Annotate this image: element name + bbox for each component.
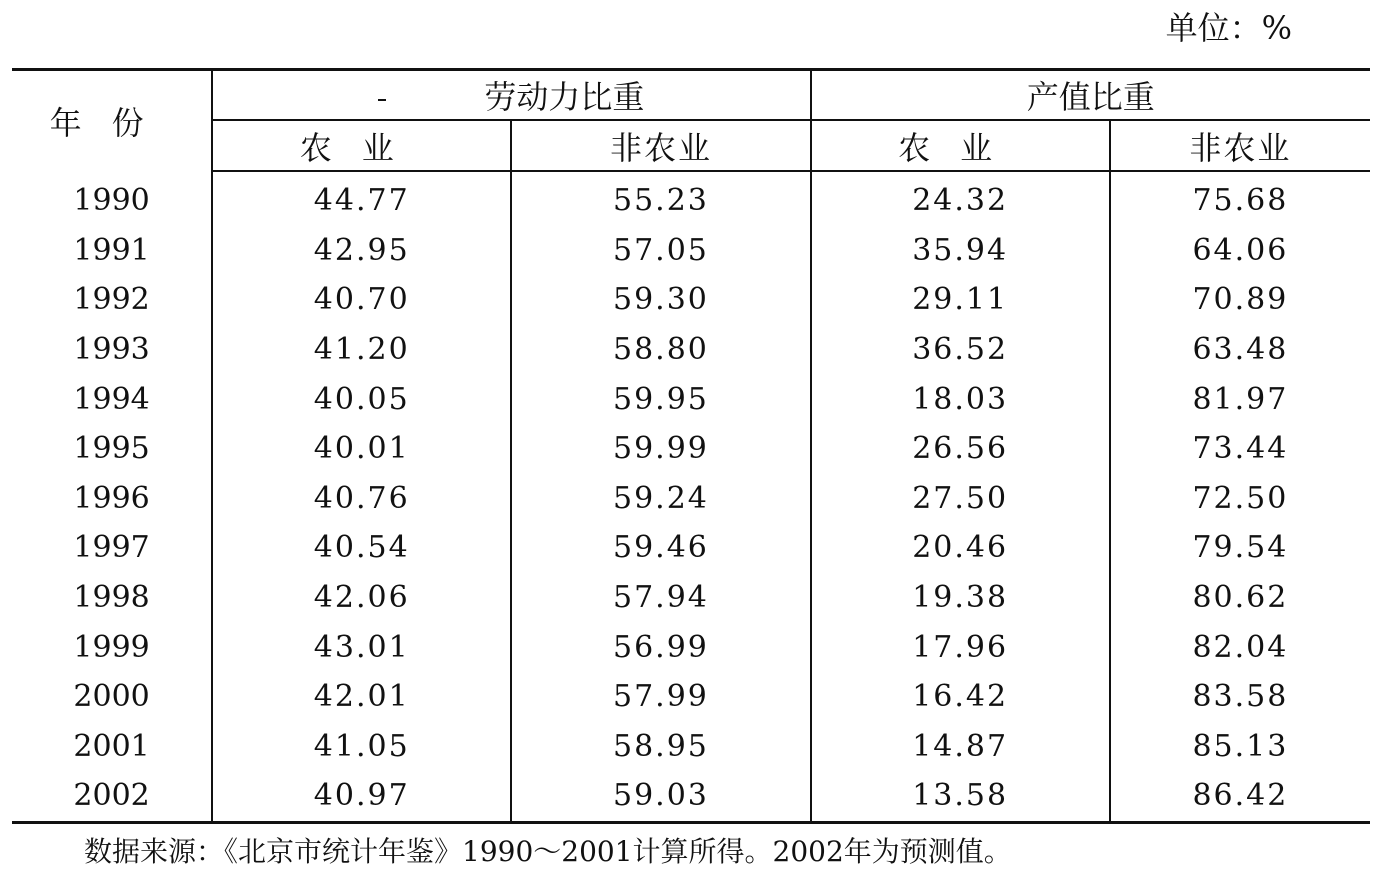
year-cell: 2002 <box>12 771 212 822</box>
labor-agri-cell: 42.01 <box>313 679 410 715</box>
labor-nonagri-cell: 58.80 <box>511 325 810 375</box>
year-cell: 1994 <box>12 374 212 424</box>
year-cell: 1991 <box>12 226 212 276</box>
labor-share-group-header <box>212 70 810 121</box>
table-row <box>12 374 1370 424</box>
table-row <box>12 523 1370 573</box>
table-row <box>12 672 1370 722</box>
labor-agri-cell: 40.01 <box>313 431 410 467</box>
output-nonagri-cell: 83.58 <box>1110 672 1370 722</box>
output-agri-cell: 14.87 <box>811 722 1110 772</box>
output-nonagri-cell: 85.13 <box>1110 722 1370 772</box>
labor-agri-cell: 40.70 <box>313 282 410 318</box>
output-agri-cell: 26.56 <box>811 424 1110 474</box>
output-nonagri-cell: 80.62 <box>1110 573 1370 623</box>
labor-agri-cell: 42.95 <box>313 232 410 268</box>
table-row <box>12 622 1370 672</box>
year-cell: 2001 <box>12 722 212 772</box>
labor-nonagri-cell: 57.99 <box>511 672 810 722</box>
output-agri-cell: 19.38 <box>811 573 1110 623</box>
output-nonagri-cell: 64.06 <box>1110 226 1370 276</box>
output-agri-cell: 24.32 <box>811 171 1110 226</box>
output-nonagri-cell: 75.68 <box>1110 171 1370 226</box>
source-note: 数据来源：《北京市统计年鉴》1990～2001计算所得。2002年为预测值。 <box>84 835 1012 868</box>
output-agri-cell: 29.11 <box>811 275 1110 325</box>
year-cell: 1995 <box>12 424 212 474</box>
labor-nonagri-cell: 59.46 <box>511 523 810 573</box>
year-cell: 1992 <box>12 275 212 325</box>
labor-nonagri-cell: 56.99 <box>511 622 810 672</box>
output-agri-cell: 36.52 <box>811 325 1110 375</box>
table-row <box>12 722 1370 772</box>
output-nonagri-cell: 72.50 <box>1110 474 1370 524</box>
labor-nonagri-cell: 59.99 <box>511 424 810 474</box>
labor-agri-cell: 40.76 <box>313 480 410 516</box>
table-row <box>12 171 1370 226</box>
output-nonagri-cell: 86.42 <box>1110 771 1370 822</box>
output-agri-cell: 16.42 <box>811 672 1110 722</box>
table-row <box>12 226 1370 276</box>
table-row <box>12 474 1370 524</box>
output-agri-cell: 17.96 <box>811 622 1110 672</box>
output-nonagri-cell: 70.89 <box>1110 275 1370 325</box>
table-row <box>12 325 1370 375</box>
output-nonagri-cell: 82.04 <box>1110 622 1370 672</box>
table-body <box>12 171 1370 822</box>
labor-agri-cell: 41.05 <box>313 728 410 764</box>
year-cell: 1990 <box>12 171 212 226</box>
year-cell: 1997 <box>12 523 212 573</box>
output-agri-cell: 20.46 <box>811 523 1110 573</box>
output-agri-cell: 35.94 <box>811 226 1110 276</box>
labor-share-label: 劳动力比重 <box>484 78 645 116</box>
labor-nonagri-cell: 59.95 <box>511 374 810 424</box>
labor-agri-cell: 41.20 <box>313 332 410 368</box>
year-cell: 1996 <box>12 474 212 524</box>
output-agri-cell: 13.58 <box>811 771 1110 822</box>
output-nonagri-cell: 81.97 <box>1110 374 1370 424</box>
unit-label: 单位：% <box>1165 9 1292 47</box>
table-row <box>12 573 1370 623</box>
table-row <box>12 275 1370 325</box>
labor-agri-header: 农业 <box>212 120 511 171</box>
labor-nonagri-header: 非农业 <box>511 120 810 171</box>
table-row <box>12 424 1370 474</box>
labor-nonagri-cell: 59.03 <box>511 771 810 822</box>
output-agri-cell: 18.03 <box>811 374 1110 424</box>
output-nonagri-header: 非农业 <box>1110 120 1370 171</box>
labor-nonagri-cell: 57.94 <box>511 573 810 623</box>
stray-mark <box>378 99 386 101</box>
year-cell: 1993 <box>12 325 212 375</box>
output-agri-cell: 27.50 <box>811 474 1110 524</box>
table-header <box>12 70 1370 172</box>
labor-agri-cell: 40.54 <box>313 530 410 566</box>
output-nonagri-cell: 63.48 <box>1110 325 1370 375</box>
labor-nonagri-cell: 59.24 <box>511 474 810 524</box>
labor-agri-cell: 42.06 <box>313 580 410 616</box>
labor-agri-cell: 44.77 <box>313 183 410 219</box>
labor-nonagri-cell: 57.05 <box>511 226 810 276</box>
year-column-header: 年份 <box>12 70 212 172</box>
year-cell: 2000 <box>12 672 212 722</box>
labor-agri-cell: 43.01 <box>313 629 410 665</box>
labor-agri-cell: 40.97 <box>212 771 511 822</box>
labor-nonagri-cell: 59.30 <box>511 275 810 325</box>
table-row <box>12 771 1370 822</box>
output-agri-header: 农业 <box>811 120 1110 171</box>
labor-nonagri-cell: 55.23 <box>511 171 810 226</box>
output-nonagri-cell: 79.54 <box>1110 523 1370 573</box>
labor-output-ratio-table <box>12 68 1370 824</box>
year-cell: 1998 <box>12 573 212 623</box>
output-share-group-header: 产值比重 <box>811 70 1370 121</box>
year-cell: 1999 <box>12 622 212 672</box>
output-nonagri-cell: 73.44 <box>1110 424 1370 474</box>
labor-agri-cell: 40.05 <box>313 381 410 417</box>
labor-nonagri-cell: 58.95 <box>511 722 810 772</box>
